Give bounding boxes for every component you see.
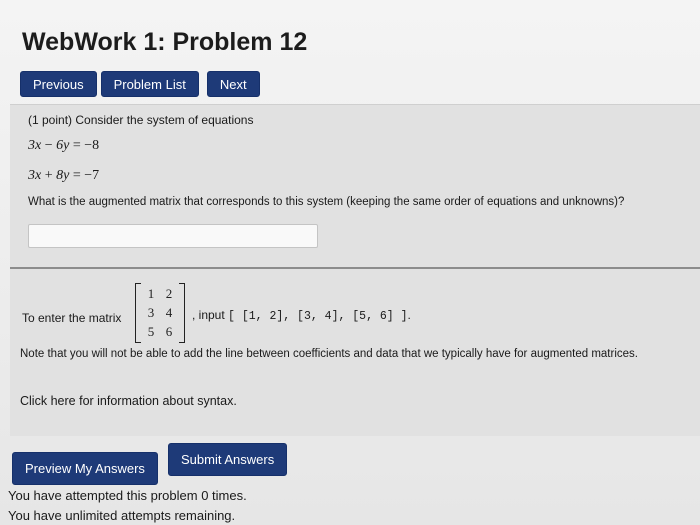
next-button[interactable]: Next (207, 71, 260, 97)
matrix-cell: 4 (165, 305, 173, 320)
problem-list-button[interactable]: Problem List (101, 71, 199, 97)
problem-nav (20, 71, 260, 97)
eq1-term-b: 6y (56, 138, 70, 153)
previous-button[interactable]: Previous (20, 71, 97, 97)
eq2-term-a: 3x (28, 168, 42, 183)
eq2-term-b: 8y (56, 168, 70, 183)
example-matrix (135, 283, 185, 343)
example-code: [ [1, 2], [3, 4], [5, 6] ] (228, 310, 408, 323)
answer-input[interactable] (28, 224, 318, 248)
syntax-help-link[interactable]: here (50, 394, 76, 408)
submit-answers-button[interactable]: Submit Answers (168, 443, 287, 476)
equation-1 (28, 138, 99, 154)
equation-2 (28, 168, 99, 184)
click-suffix: for information about syntax. (79, 394, 237, 408)
problem-intro: (1 point) Consider the system of equations (28, 113, 254, 127)
eq2-rhs: −7 (84, 168, 100, 183)
example-mid: , input (192, 308, 225, 322)
eq1-equals: = (72, 138, 81, 153)
example-prefix: To enter the matrix (22, 311, 122, 325)
click-prefix: Click (20, 394, 48, 408)
eq1-operator: − (44, 138, 53, 153)
matrix-right-bracket (179, 283, 185, 343)
note-text: Note that you will not be able to add the line between coefficients and data that we typically have for augmented matrices. (20, 348, 638, 360)
eq1-rhs: −8 (84, 138, 100, 153)
matrix-cell: 5 (147, 324, 155, 339)
attempts-text: You have attempted this problem 0 times. (8, 488, 247, 503)
divider (10, 267, 700, 269)
problem-question: What is the augmented matrix that corresponds to this system (keeping the same order of equations and unknowns)? (28, 196, 625, 208)
matrix-cell: 6 (165, 324, 173, 339)
matrix-cell: 1 (147, 286, 155, 301)
matrix-left-bracket (135, 283, 141, 343)
eq2-operator: + (44, 168, 53, 183)
remaining-text: You have unlimited attempts remaining. (8, 508, 236, 523)
example-instruction (192, 308, 411, 323)
syntax-help (20, 394, 237, 408)
problem-panel (10, 104, 700, 436)
page-title: WebWork 1: Problem 12 (22, 28, 308, 56)
preview-answers-button[interactable]: Preview My Answers (12, 452, 158, 485)
matrix-cell: 3 (147, 305, 155, 320)
example-end: . (407, 308, 411, 322)
eq1-term-a: 3x (28, 138, 42, 153)
eq2-equals: = (72, 168, 81, 183)
matrix-cell: 2 (165, 286, 173, 301)
